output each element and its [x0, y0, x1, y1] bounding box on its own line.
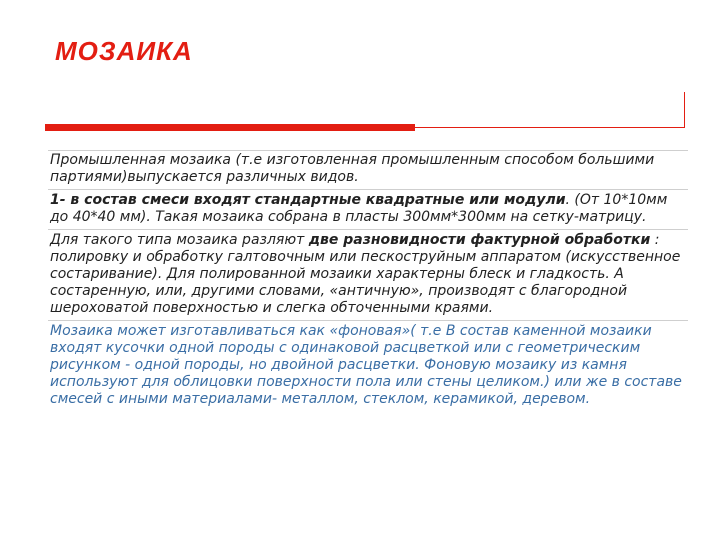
title-underline-thin [415, 127, 685, 128]
slide-body [48, 150, 688, 413]
texture-rest-text: : полировку и обработку галтовочным или пескоструйным аппаратом (искусственное состаривание). Для полированной мозаики характерны блеск и гладкость. А состаренную, или, другими словами, «античную», производят с благородной шероховатой поверхностью и слегка обточенными краями. [50, 232, 681, 316]
modules-rest-text: . (От 10*10мм до 40*40 мм). Такая мозаика собрана в пласты 300мм*300мм на сетку-матрицу. [50, 192, 668, 225]
texture-bold-text: две разновидности фактурной обработки [308, 232, 651, 248]
texture-intro-text: Для такого типа мозаика разляют [50, 232, 309, 248]
corner-vertical-line [684, 92, 685, 128]
paragraph-texture-processing [48, 232, 688, 321]
paragraph-standard-modules [48, 192, 688, 230]
modules-bold-text: 1- в состав смеси входят стандартные квадратные или модули [50, 192, 566, 208]
paragraph-background-mosaic: Мозаика может изготавливаться как «фоновая»( т.е В состав каменной мозаики входят кусочки одной породы с одинаковой расцветкой или с геометрическим рисунком - одной породы, но двойной расцветки. Фоновую мозаику из камня используют для облицовки поверхности пола или стены целиком.) или же в составе смесей с иными материалами- металлом, стеклом, керамикой, деревом. [50, 323, 682, 407]
title-underline-thick [45, 124, 415, 131]
slide-title: МОЗАИКА [55, 36, 193, 66]
paragraph-industrial-mosaic: Промышленная мозаика (т.е изготовленная промышленным способом большими партиями)выпускается различных видов. [48, 150, 688, 190]
